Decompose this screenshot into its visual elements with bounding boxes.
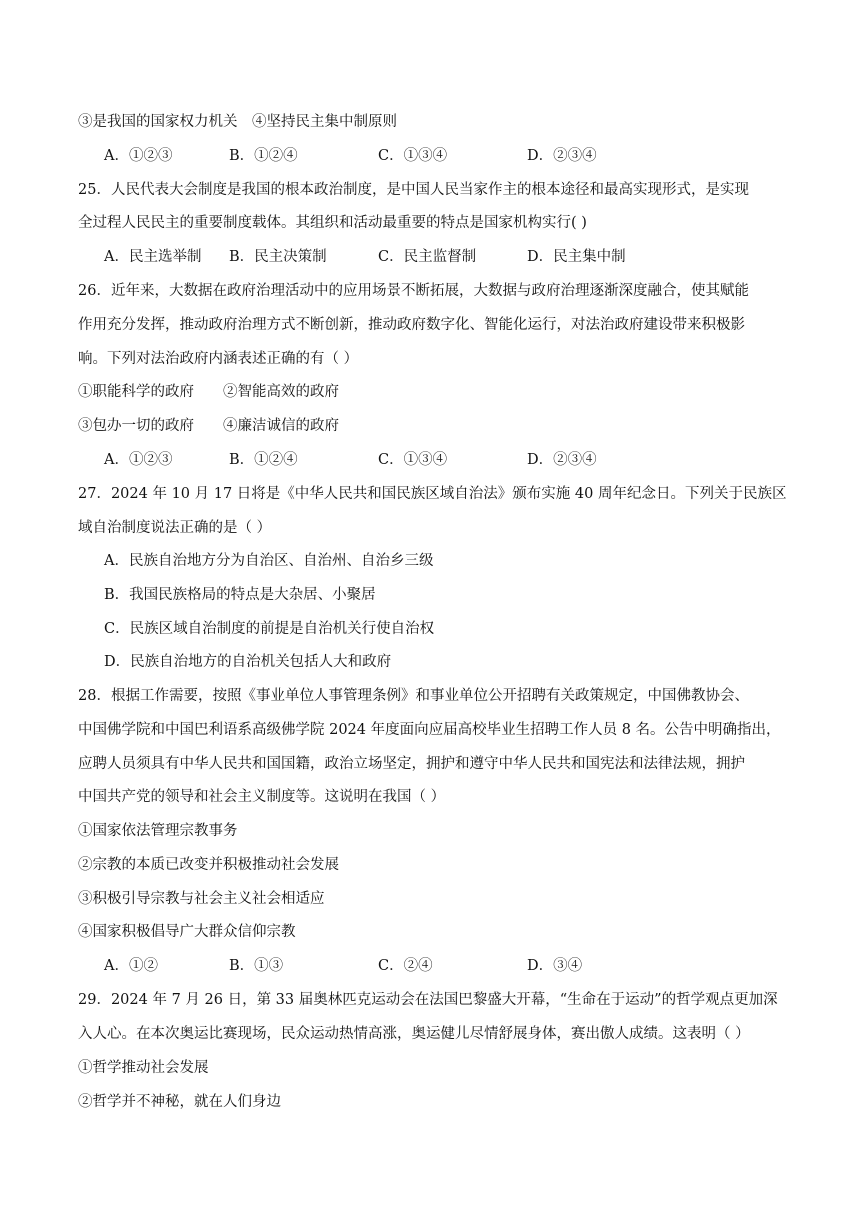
q29-statement-2: ②哲学并不神秘，就在人们身边 [78, 1094, 281, 1110]
q26-option-a: A．①②③ [104, 452, 173, 468]
q27-option-c: C．民族区域自治制度的前提是自治机关行使自治权 [104, 621, 435, 637]
q25-text-line-1: 25．人民代表大会制度是我国的根本政治制度，是中国人民当家作主的根本途径和最高实现形式，是实现 [78, 182, 749, 198]
q28-text-line-1: 28．根据工作需要，按照《事业单位人事管理条例》和事业单位公开招聘有关政策规定，中国佛教协会、 [78, 688, 749, 704]
q26-option-b: B．①②④ [229, 452, 298, 468]
q28-statement-3: ③积极引导宗教与社会主义社会相适应 [78, 891, 325, 907]
q27-option-a: A．民族自治地方分为自治区、自治州、自治乡三级 [104, 553, 434, 569]
q28-text-line-4: 中国共产党的领导和社会主义制度等。这说明在我国（ ） [78, 789, 446, 805]
q26-text-line-3: 响。下列对法治政府内涵表述正确的有（ ） [78, 351, 359, 367]
q26-statements-3-4: ③包办一切的政府 ④廉洁诚信的政府 [78, 418, 339, 434]
q27-text-line-1: 27．2024 年 10 月 17 日将是《中华人民共和国民族区域自治法》颁布实施 40 周年纪念日。下列关于民族区 [78, 486, 787, 502]
q28-statement-1: ①国家依法管理宗教事务 [78, 823, 238, 839]
q28-option-d: D．③④ [527, 958, 583, 974]
q27-text-line-2: 域自治制度说法正确的是（ ） [78, 520, 272, 536]
q26-option-c: C．①③④ [378, 452, 448, 468]
q24-option-b: B．①②④ [229, 148, 298, 164]
q24-statements-3-4: ③是我国的国家权力机关 ④坚持民主集中制原则 [78, 114, 397, 130]
q29-statement-1: ①哲学推动社会发展 [78, 1060, 209, 1076]
q28-statement-4: ④国家积极倡导广大群众信仰宗教 [78, 924, 296, 940]
q28-option-b: B．①③ [229, 958, 284, 974]
q25-option-a: A．民主选举制 [104, 249, 202, 265]
q28-text-line-2: 中国佛学院和中国巴利语系高级佛学院 2024 年度面向应届高校毕业生招聘工作人员 8 名。公告中明确指出， [78, 722, 781, 738]
q27-option-d: D．民族自治地方的自治机关包括人大和政府 [104, 654, 392, 670]
q25-text-line-2: 全过程人民民主的重要制度载体。其组织和活动最重要的特点是国家机构实行( ) [78, 215, 587, 231]
q24-option-a: A．①②③ [104, 148, 173, 164]
q26-option-d: D．②③④ [527, 452, 597, 468]
q28-option-a: A．①② [104, 958, 158, 974]
q24-option-d: D．②③④ [527, 148, 597, 164]
q28-option-c: C．②④ [378, 958, 433, 974]
q25-option-d: D．民主集中制 [527, 249, 626, 265]
q29-text-line-1: 29．2024 年 7 月 26 日，第 33 届奥林匹克运动会在法国巴黎盛大开幕，“生命在于运动”的哲学观点更加深 [78, 992, 778, 1008]
q25-option-c: C．民主监督制 [378, 249, 477, 265]
q26-text-line-2: 作用充分发挥，推动政府治理方式不断创新，推动政府数字化、智能化运行，对法治政府建设带来积极影 [78, 317, 745, 333]
q26-text-line-1: 26．近年来，大数据在政府治理活动中的应用场景不断拓展，大数据与政府治理逐渐深度融合，使其赋能 [78, 283, 749, 299]
q25-option-b: B．民主决策制 [229, 249, 327, 265]
q29-text-line-2: 入人心。在本次奥运比赛现场，民众运动热情高涨，奥运健儿尽情舒展身体，赛出傲人成绩。这表明（ ） [78, 1026, 750, 1042]
q28-statement-2: ②宗教的本质已改变并积极推动社会发展 [78, 857, 339, 873]
q26-statements-1-2: ①职能科学的政府 ②智能高效的政府 [78, 384, 339, 400]
q24-option-c: C．①③④ [378, 148, 448, 164]
q27-option-b: B．我国民族格局的特点是大杂居、小聚居 [104, 587, 376, 603]
q28-text-line-3: 应聘人员须具有中华人民共和国国籍，政治立场坚定，拥护和遵守中华人民共和国宪法和法律法规，拥护 [78, 756, 745, 772]
